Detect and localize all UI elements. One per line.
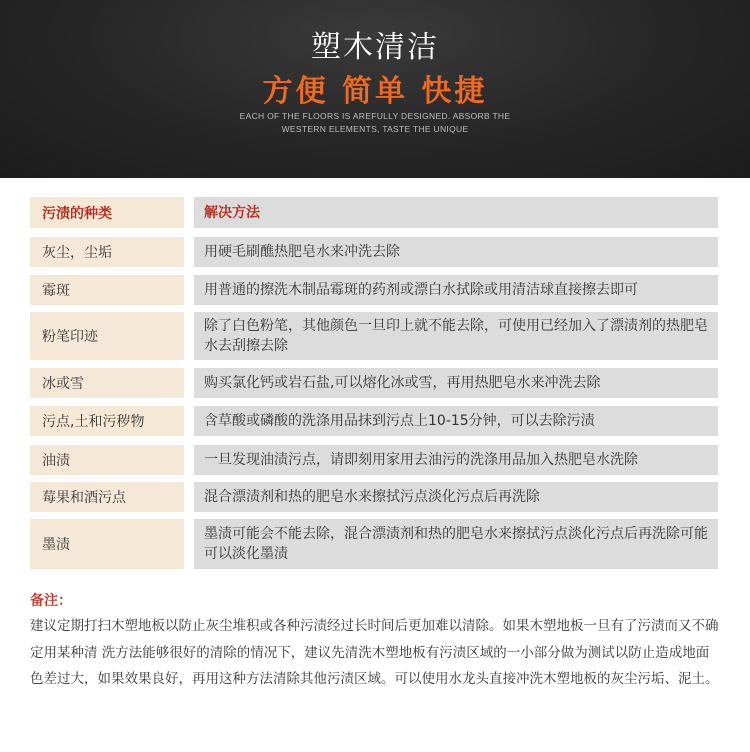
table-row	[30, 237, 718, 267]
method-cell: 除了白色粉笔，其他颜色一旦印上就不能去除，可使用已经加入了漂渍剂的热肥皂水去刮擦去除	[194, 312, 718, 360]
stain-type-cell: 墨渍	[30, 519, 184, 569]
note-title: 备注：	[30, 593, 72, 609]
stain-type-cell: 油渍	[30, 445, 184, 475]
table-row	[30, 275, 718, 305]
banner-slogan: 方便 简单 快捷	[262, 74, 488, 109]
stain-type-cell: 莓果和酒污点	[30, 482, 184, 512]
banner-subtitle	[0, 110, 750, 136]
banner-subtitle-line2: WESTERN ELEMENTS, TASTE THE UNIQUE	[281, 124, 469, 134]
header-banner	[0, 0, 750, 178]
stain-type-cell: 冰或雪	[30, 368, 184, 398]
banner-subtitle-line1: EACH OF THE FLOORS IS AREFULLY DESIGNED. ABSORB THE	[239, 111, 511, 121]
method-cell: 混合漂渍剂和热的肥皂水来擦拭污点淡化污点后再洗除	[194, 482, 718, 512]
method-cell: 用普通的擦洗木制品霉斑的药剂或漂白水拭除或用清洁球直接擦去即可	[194, 275, 718, 305]
stain-type-cell: 粉笔印迹	[30, 312, 184, 360]
table-row	[30, 445, 718, 475]
stain-type-cell: 灰尘，尘垢	[30, 237, 184, 267]
stain-type-cell: 污点,土和污秽物	[30, 406, 184, 436]
table-row	[30, 312, 718, 360]
method-cell: 含草酸或磷酸的洗涤用品抹到污点上10-15分钟，可以去除污渍	[194, 406, 718, 436]
method-cell: 墨渍可能会不能去除，混合漂渍剂和热的肥皂水来擦拭污点淡化污点后再洗除可能可以淡化墨渍	[194, 519, 718, 569]
method-cell: 用硬毛刷醮热肥皂水来冲洗去除	[194, 237, 718, 267]
table-header-row	[30, 197, 718, 228]
table-row	[30, 406, 718, 436]
banner-title: 塑木清洁	[311, 30, 439, 65]
method-cell: 一旦发现油渍污点，请即刻用家用去油污的洗涤用品加入热肥皂水洗除	[194, 445, 718, 475]
table-row	[30, 482, 718, 512]
stain-type-cell: 霉斑	[30, 275, 184, 305]
header-method: 解决方法	[194, 197, 718, 228]
table-row	[30, 519, 718, 569]
table-row	[30, 368, 718, 398]
method-cell: 购买氯化钙或岩石盐,可以熔化冰或雪，再用热肥皂水来冲洗去除	[194, 368, 718, 398]
header-stain-type: 污渍的种类	[30, 197, 184, 228]
note-body: 建议定期打扫木塑地板以防止灰尘堆积或各种污渍经过长时间后更加难以清除。如果木塑地板一旦有了污渍而又不确定用某种清 洗方法能够很好的清除的情况下，建议先清洗木塑地板有污渍区域的一小部分做为测试以防止造成地面色差过大，如果效果良好，再用这种方法清除其他污渍区域。可以使用水龙头直接冲洗木塑地板的灰尘污垢、泥土。	[30, 618, 719, 687]
